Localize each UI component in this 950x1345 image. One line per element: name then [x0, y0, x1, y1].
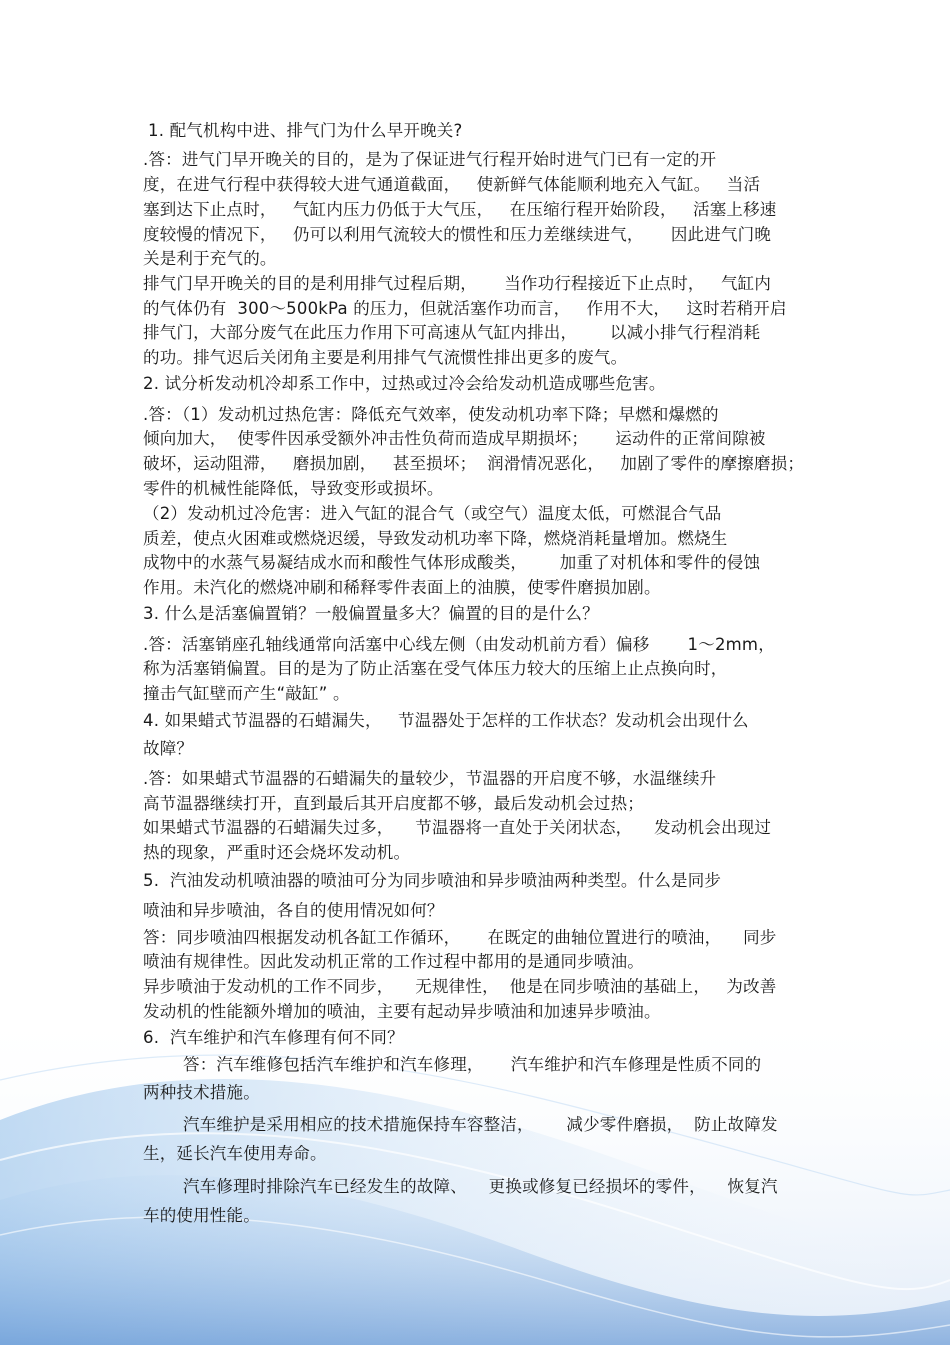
- answer-1-line: 的气体仍有 300～500kPa 的压力，但就活塞作功而言， 作用不大， 这时若稍开启: [143, 299, 787, 318]
- answer-4-line: 如果蜡式节温器的石蜡漏失过多， 节温器将一直处于关闭状态， 发动机会出现过: [143, 818, 772, 837]
- question-5: 5. 汽油发动机喷油器的喷油可分为同步喷油和异步喷油两种类型。什么是同步: [143, 871, 722, 890]
- answer-1-line: 的功。排气迟后关闭角主要是利用排气气流惯性排出更多的废气。: [143, 348, 628, 367]
- answer-3-line: .答：活塞销座孔轴线通常向活塞中心线左侧（由发动机前方看）偏移 1～2mm，: [143, 635, 775, 654]
- answer-2-line: 破坏，运动阻滞， 磨损加剧， 甚至损坏； 润滑情况恶化， 加剧了零件的摩擦磨损；: [143, 454, 805, 473]
- answer-1-line: 度较慢的情况下， 仍可以利用气流较大的惯性和压力差继续进气， 因此进气门晚: [143, 225, 772, 244]
- answer-1-line: 度，在进气行程中获得较大进气通道截面， 使新鲜气体能顺利地充入气缸。 当活: [143, 175, 761, 194]
- answer-2-line: 倾向加大， 使零件因承受额外冲击性负荷而造成早期损坏； 运动件的正常间隙被: [143, 429, 766, 448]
- answer-5-line: 答：同步喷油四根据发动机各缸工作循环， 在既定的曲轴位置进行的喷油， 同步: [143, 928, 777, 947]
- answer-6-line: 生，延长汽车使用寿命。: [143, 1144, 327, 1163]
- answer-2-line: 作用。未汽化的燃烧冲刷和稀释零件表面上的油膜，使零件磨损加剧。: [143, 578, 661, 597]
- answer-1-line: 关是利于充气的。: [143, 249, 277, 268]
- question-4: 4. 如果蜡式节温器的石蜡漏失， 节温器处于怎样的工作状态？发动机会出现什么: [143, 711, 749, 730]
- answer-5-line: 喷油有规律性。因此发动机正常的工作过程中都用的是通同步喷油。: [143, 952, 644, 971]
- answer-1-line: 排气门，大部分废气在此压力作用下可高速从气缸内排出， 以减小排气行程消耗: [143, 323, 761, 342]
- answer-5-line: 异步喷油于发动机的工作不同步， 无规律性， 他是在同步喷油的基础上， 为改善: [143, 977, 777, 996]
- answer-2-line: 成物中的水蒸气易凝结成水而和酸性气体形成酸类， 加重了对机体和零件的侵蚀: [143, 553, 761, 572]
- answer-4-line: .答：如果蜡式节温器的石蜡漏失的量较少，节温器的开启度不够，水温继续升: [143, 769, 717, 788]
- question-5-cont: 喷油和异步喷油，各自的使用情况如何？: [143, 901, 444, 920]
- answer-6-line: 汽车维护是采用相应的技术措施保持车容整洁， 减少零件磨损， 防止故障发: [183, 1115, 778, 1134]
- answer-3-line: 撞击气缸壁而产生“敲缸” 。: [143, 684, 350, 703]
- question-6: 6. 汽车维护和汽车修理有何不同？: [143, 1028, 404, 1047]
- answer-4-line: 高节温器继续打开，直到最后其开启度都不够，最后发动机会过热；: [143, 794, 644, 813]
- answer-2-line: 零件的机械性能降低，导致变形或损坏。: [143, 479, 444, 498]
- answer-1-line: 排气门早开晚关的目的是利用排气过程后期， 当作功行程接近下止点时， 气缸内: [143, 274, 772, 293]
- answer-6-line: 答：汽车维修包括汽车维护和汽车修理， 汽车维护和汽车修理是性质不同的: [183, 1055, 762, 1074]
- answer-5-line: 发动机的性能额外增加的喷油，主要有起动异步喷油和加速异步喷油。: [143, 1002, 661, 1021]
- answer-4-line: 热的现象，严重时还会烧坏发动机。: [143, 843, 411, 862]
- answer-1-line: .答：进气门早开晚关的目的，是为了保证进气行程开始时进气门已有一定的开: [143, 150, 717, 169]
- answer-6-line: 汽车修理时排除汽车已经发生的故障、 更换或修复已经损坏的零件， 恢复汽: [183, 1177, 778, 1196]
- answer-2-line: .答：（1）发动机过热危害：降低充气效率，使发动机功率下降；早燃和爆燃的: [143, 405, 719, 424]
- answer-6-line: 两种技术措施。: [143, 1083, 260, 1102]
- question-1: 1. 配气机构中进、排气门为什么早开晚关?: [148, 121, 463, 140]
- answer-2-line: （2）发动机过冷危害：进入气缸的混合气（或空气）温度太低，可燃混合气品: [143, 504, 722, 523]
- question-2: 2. 试分析发动机冷却系工作中，过热或过冷会给发动机造成哪些危害。: [143, 374, 666, 393]
- answer-2-line: 质差，使点火困难或燃烧迟缓，导致发动机功率下降，燃烧消耗量增加。燃烧生: [143, 529, 728, 548]
- question-4-cont: 故障？: [143, 739, 194, 758]
- question-3: 3. 什么是活塞偏置销？一般偏置量多大？偏置的目的是什么？: [143, 604, 599, 623]
- answer-3-line: 称为活塞销偏置。目的是为了防止活塞在受气体压力较大的压缩上止点换向时，: [143, 659, 728, 678]
- answer-1-line: 塞到达下止点时， 气缸内压力仍低于大气压， 在压缩行程开始阶段， 活塞上移速: [143, 200, 777, 219]
- answer-6-line: 车的使用性能。: [143, 1206, 260, 1225]
